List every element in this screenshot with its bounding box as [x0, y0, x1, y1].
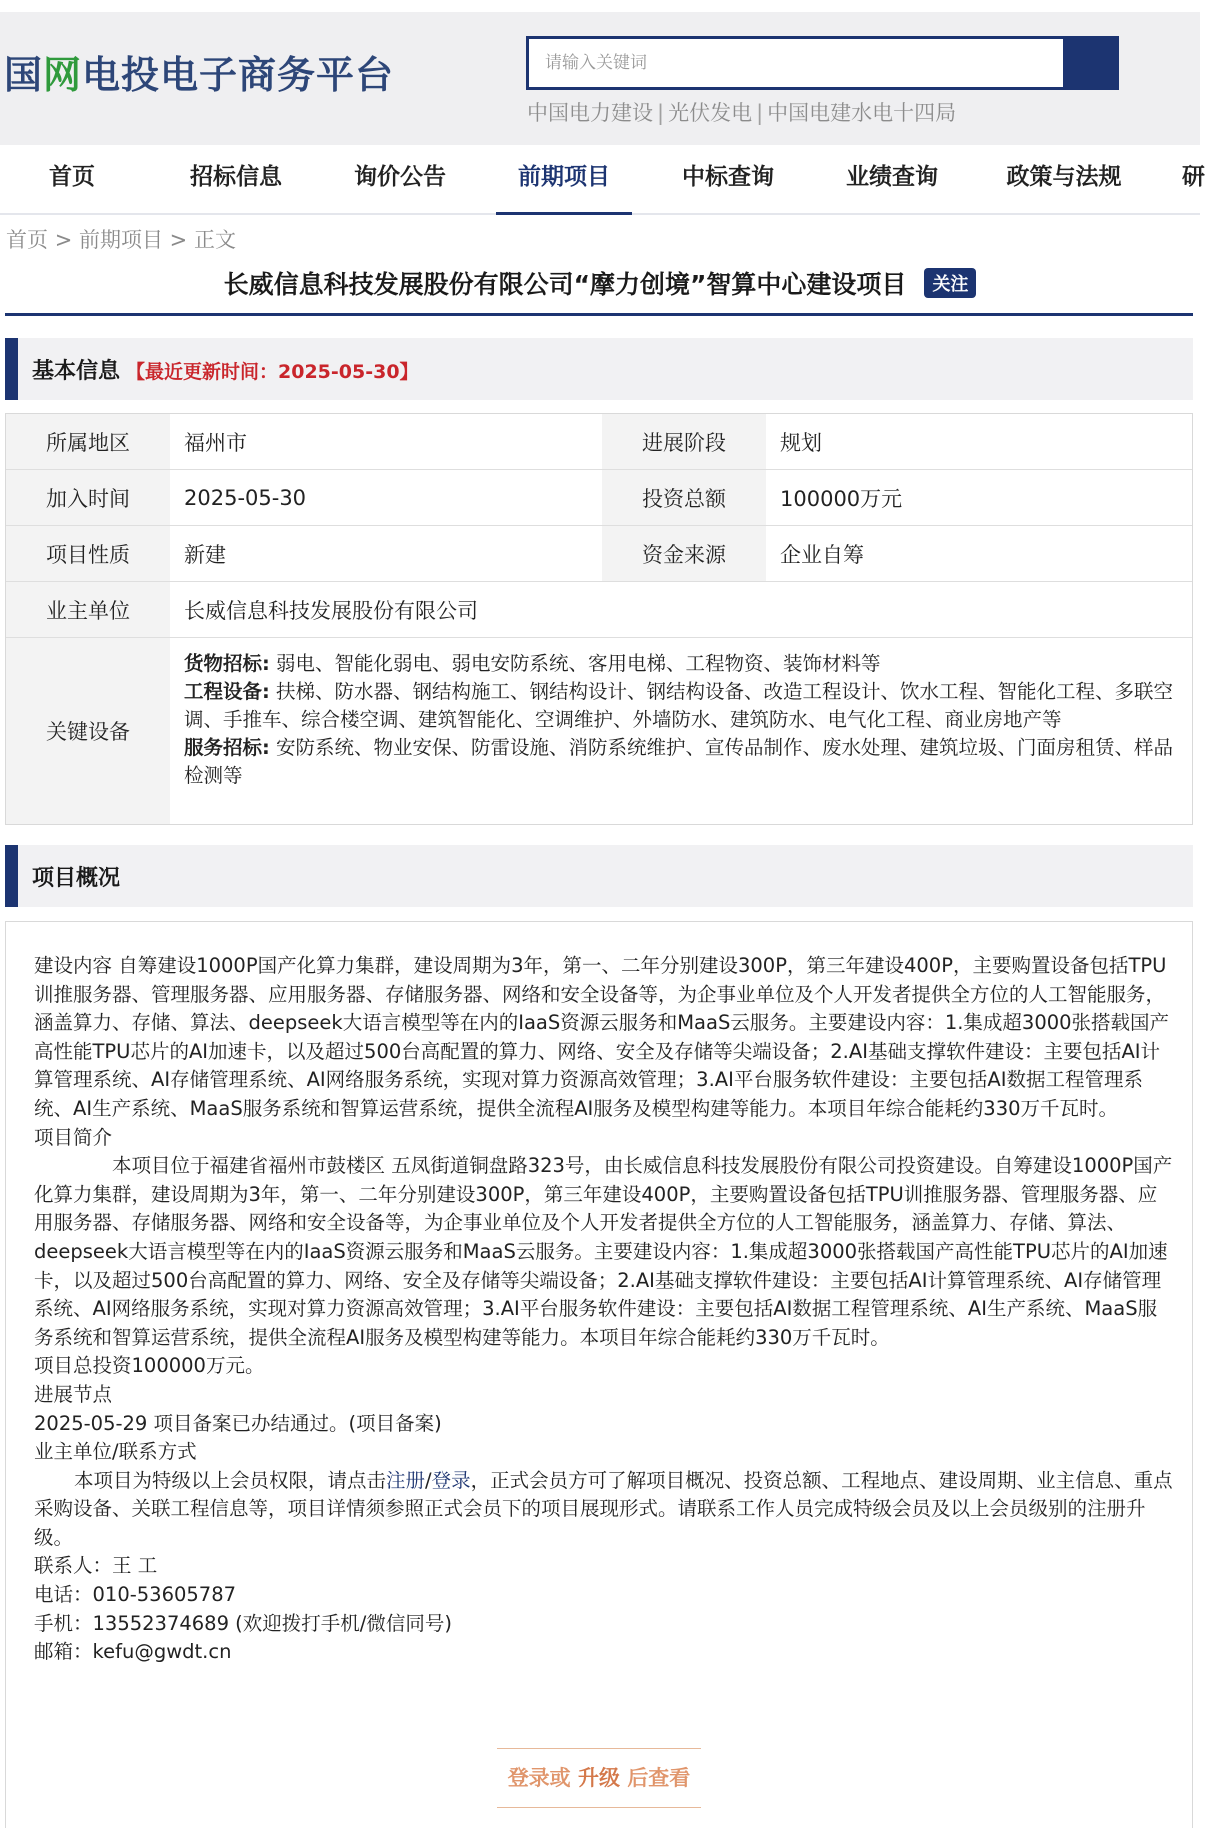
owner-value: 长威信息科技发展股份有限公司	[170, 582, 1192, 637]
register-link[interactable]: 注册	[386, 1468, 426, 1492]
nature-label: 项目性质	[6, 526, 170, 581]
search-box	[526, 36, 1066, 90]
cta-login-or: 登录或	[507, 1766, 571, 1790]
funding-label: 资金来源	[602, 526, 766, 581]
service-label: 服务招标:	[184, 736, 270, 759]
basic-info-title: 基本信息	[32, 359, 121, 384]
nav-item-policy[interactable]: 政策与法规	[1006, 164, 1122, 190]
nav-item-award-search[interactable]: 中标查询	[682, 164, 774, 190]
info-row-equipment	[6, 638, 1192, 824]
member-notice-suffix: ，正式会员方可了解项目概况、投资总额、工程地点、建设周期、业主信息、重点采购设备、关联工程信息等，项目详情须参照正式会员下的项目展现形式。请联系工作人员完成特级会员及以上会员级别的注册升级。	[34, 1468, 1173, 1549]
section-accent-bar	[5, 845, 18, 907]
owner-label: 业主单位	[6, 582, 170, 637]
engineering-value: 扶梯、防水器、钢结构施工、钢结构设计、钢结构设备、改造工程设计、饮水工程、智能化工程、多联空调、手推车、综合楼空调、建筑智能化、空调维护、外墙防水、建筑防水、电气化工程、商业房地产等	[184, 680, 1174, 731]
nav-item-inquiries[interactable]: 询价公告	[354, 164, 446, 190]
join-date-label: 加入时间	[6, 470, 170, 525]
investment-value: 100000万元	[766, 470, 1192, 525]
search-button[interactable]	[1066, 36, 1119, 90]
goods-label: 货物招标:	[184, 652, 270, 675]
investment-label: 投资总额	[602, 470, 766, 525]
hot-link-power[interactable]: 中国电力建设	[527, 101, 653, 125]
logo-rest: 电投电子商务平台	[82, 53, 395, 97]
nav-item-research[interactable]: 研	[1182, 164, 1205, 190]
contact-phone: 电话：010-53605787	[34, 1583, 237, 1607]
overview-header	[5, 845, 1193, 907]
contact-mobile: 手机：13552374689 (欢迎拨打手机/微信同号)	[34, 1611, 452, 1635]
member-notice	[34, 1467, 1174, 1553]
hot-keywords	[527, 97, 956, 127]
intro-content: 本项目位于福建省福州市鼓楼区 五凤街道铜盘路323号，由长威信息科技发展股份有限公司投资建设。自筹建设1000P国产化算力集群，建设周期为3年，第一、二年分别建设300P，第三年建设400P，主要购置设备包括TPU训推服务器、管理服务器、应用服务器、存储服务器、网络和安全设备等，为企事业单位及个人开发者提供全方位的人工智能服务，涵盖算力、存储、算法、deepseek大语言模型等在内的IaaS资源云服务和MaaS云服务。主要建设内容：1.集成超3000张搭载国产高性能TPU芯片的AI加速卡，以及超过500台高配置的算力、网络、安全及存储等尖端设备；2.AI基础支撑软件建设：主要包括AI计算管理系统、AI存储管理系统、AI网络服务系统，实现对算力资源高效管理；3.AI平台服务软件建设：主要包括AI数据工程管理系统、AI生产系统、MaaS服务系统和智算运营系统，提供全流程AI服务及模型构建等能力。本项目年综合能耗约330万千瓦时。	[34, 1154, 1173, 1349]
overview-text	[34, 952, 1174, 1667]
basic-info-heading	[32, 354, 419, 385]
engineering-label: 工程设备:	[184, 680, 270, 703]
hot-link-separator: |	[657, 101, 665, 125]
last-updated-text: 【最近更新时间：2025-05-30】	[126, 361, 419, 383]
login-link[interactable]: 登录	[431, 1468, 471, 1492]
engineering-line	[184, 678, 1178, 734]
region-value: 福州市	[170, 414, 602, 469]
hot-link-separator: |	[756, 101, 764, 125]
progress-heading: 进展节点	[34, 1382, 113, 1406]
cta-upgrade: 升级	[570, 1766, 628, 1790]
contact-email: 邮箱：kefu@gwdt.cn	[34, 1640, 232, 1664]
equipment-label: 关键设备	[6, 638, 170, 824]
site-header	[0, 0, 1200, 145]
basic-info-table	[5, 413, 1193, 825]
nav-item-early-projects[interactable]: 前期项目	[496, 145, 632, 215]
link-slash: /	[425, 1468, 432, 1492]
breadcrumb-current: 正文	[193, 228, 236, 252]
nav-item-performance[interactable]: 业绩查询	[846, 164, 938, 190]
title-divider	[5, 313, 1193, 316]
logo-prefix: 国	[4, 53, 44, 97]
main-nav	[0, 145, 1205, 215]
goods-value: 弱电、智能化弱电、弱电安防系统、客用电梯、工程物资、装饰材料等	[276, 652, 881, 675]
hot-link-solar[interactable]: 光伏发电	[668, 101, 753, 125]
equipment-value	[170, 638, 1192, 824]
progress-node: 2025-05-29 项目备案已办结通过。(项目备案)	[34, 1411, 442, 1435]
contact-person: 联系人：王 工	[34, 1554, 158, 1578]
nav-item-tenders[interactable]: 招标信息	[190, 164, 282, 190]
basic-info-header	[5, 338, 1193, 400]
stage-label: 进展阶段	[602, 414, 766, 469]
overview-body	[5, 921, 1193, 1828]
section-accent-bar	[5, 338, 18, 400]
site-logo[interactable]	[4, 44, 394, 99]
info-row-join-date	[6, 470, 1192, 526]
construction-content: 建设内容 自筹建设1000P国产化算力集群，建设周期为3年，第一、二年分别建设300P，第三年建设400P，主要购置设备包括TPU训推服务器、管理服务器、应用服务器、存储服务器、网络和安全设备等，为企事业单位及个人开发者提供全方位的人工智能服务，涵盖算力、存储、算法、deepseek大语言模型等在内的IaaS资源云服务和MaaS云服务。主要建设内容：1.集成超3000张搭载国产高性能TPU芯片的AI加速卡，以及超过500台高配置的算力、网络、安全及存储等尖端设备；2.AI基础支撑软件建设：主要包括AI计算管理系统、AI存储管理系统、AI网络服务系统，实现对算力资源高效管理；3.AI平台服务软件建设：主要包括AI数据工程管理系统、AI生产系统、MaaS服务系统和智算运营系统，提供全流程AI服务及模型构建等能力。本项目年综合能耗约330万千瓦时。	[34, 954, 1170, 1120]
info-row-owner	[6, 582, 1192, 638]
page-title: 长威信息科技发展股份有限公司“摩力创境”智算中心建设项目	[223, 270, 907, 299]
nature-value: 新建	[170, 526, 602, 581]
equipment-text	[170, 638, 1192, 790]
header-top-strip	[0, 0, 1200, 12]
search-input[interactable]	[529, 39, 1063, 87]
stage-value: 规划	[766, 414, 1192, 469]
service-line	[184, 734, 1178, 790]
info-row-region	[6, 414, 1192, 470]
hot-link-hydro[interactable]: 中国电建水电十四局	[767, 101, 957, 125]
breadcrumb	[6, 224, 236, 254]
cta-view-after: 后查看	[627, 1766, 691, 1790]
nav-item-home[interactable]: 首页	[49, 164, 95, 190]
overview-heading: 项目概况	[32, 866, 121, 891]
intro-heading: 项目简介	[34, 1125, 113, 1149]
contact-heading: 业主单位/联系方式	[34, 1440, 197, 1464]
breadcrumb-separator: >	[169, 228, 188, 252]
funding-value: 企业自筹	[766, 526, 1192, 581]
logo-accent: 网	[43, 53, 83, 97]
breadcrumb-home[interactable]: 首页	[6, 228, 48, 252]
join-date-value: 2025-05-30	[170, 470, 602, 525]
total-investment: 项目总投资100000万元。	[34, 1354, 265, 1378]
goods-line	[184, 650, 1178, 678]
title-row	[0, 265, 1200, 301]
breadcrumb-separator: >	[54, 228, 73, 252]
member-notice-prefix: 本项目为特级以上会员权限，请点击	[74, 1468, 387, 1492]
info-row-nature	[6, 526, 1192, 582]
region-label: 所属地区	[6, 414, 170, 469]
follow-button[interactable]: 关注	[924, 268, 976, 298]
service-value: 安防系统、物业安保、防雷设施、消防系统维护、宣传品制作、废水处理、建筑垃圾、门面房租赁、样品检测等	[184, 736, 1174, 787]
login-upgrade-button[interactable]	[497, 1748, 701, 1808]
breadcrumb-early-projects[interactable]: 前期项目	[78, 228, 163, 252]
